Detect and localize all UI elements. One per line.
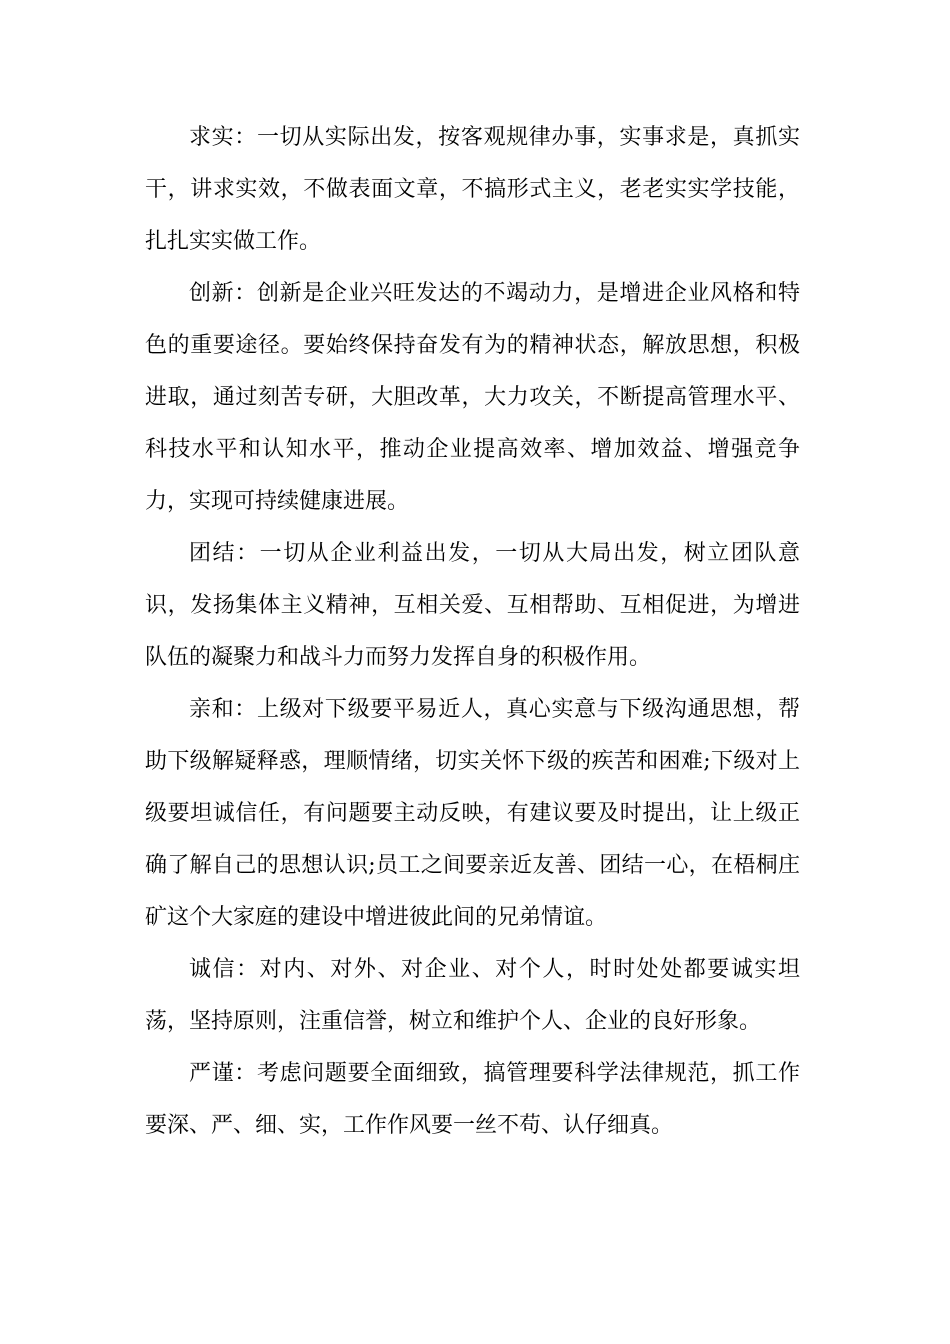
paragraph-chengxin: 诚信：对内、对外、对企业、对个人，时时处处都要诚实坦荡，坚持原则，注重信誉，树立和维护个人、企业的良好形象。 — [145, 957, 800, 1034]
document-body — [145, 112, 800, 1152]
paragraph-yanjin: 严谨：考虑问题要全面细致，搞管理要科学法律规范，抓工作要深、严、细、实，工作作风要一丝不苟、认仔细真。 — [145, 1061, 800, 1138]
paragraph-chuangxin: 创新：创新是企业兴旺发达的不竭动力，是增进企业风格和特色的重要途径。要始终保持奋发有为的精神状态，解放思想，积极进取，通过刻苦专研，大胆改革，大力攻关，不断提高管理水平、科技水平和认知水平，推动企业提高效率、增加效益、增强竞争力，实现可持续健康进展。 — [145, 281, 800, 514]
paragraph-qinhe: 亲和：上级对下级要平易近人，真心实意与下级沟通思想，帮助下级解疑释惑，理顺情绪，切实关怀下级的疾苦和困难;下级对上级要坦诚信任，有问题要主动反映，有建议要及时提出，让上级正确了解自己的思想认识;员工之间要亲近友善、团结一心，在梧桐庄矿这个大家庭的建设中增进彼此间的兄弟情谊。 — [145, 697, 800, 930]
paragraph-qiushi: 求实：一切从实际出发，按客观规律办事，实事求是，真抓实干，讲求实效，不做表面文章，不搞形式主义，老老实实学技能，扎扎实实做工作。 — [145, 125, 800, 254]
paragraph-tuanjie: 团结：一切从企业利益出发，一切从大局出发，树立团队意识，发扬集体主义精神，互相关爱、互相帮助、互相促进，为增进队伍的凝聚力和战斗力而努力发挥自身的积极作用。 — [145, 541, 800, 670]
